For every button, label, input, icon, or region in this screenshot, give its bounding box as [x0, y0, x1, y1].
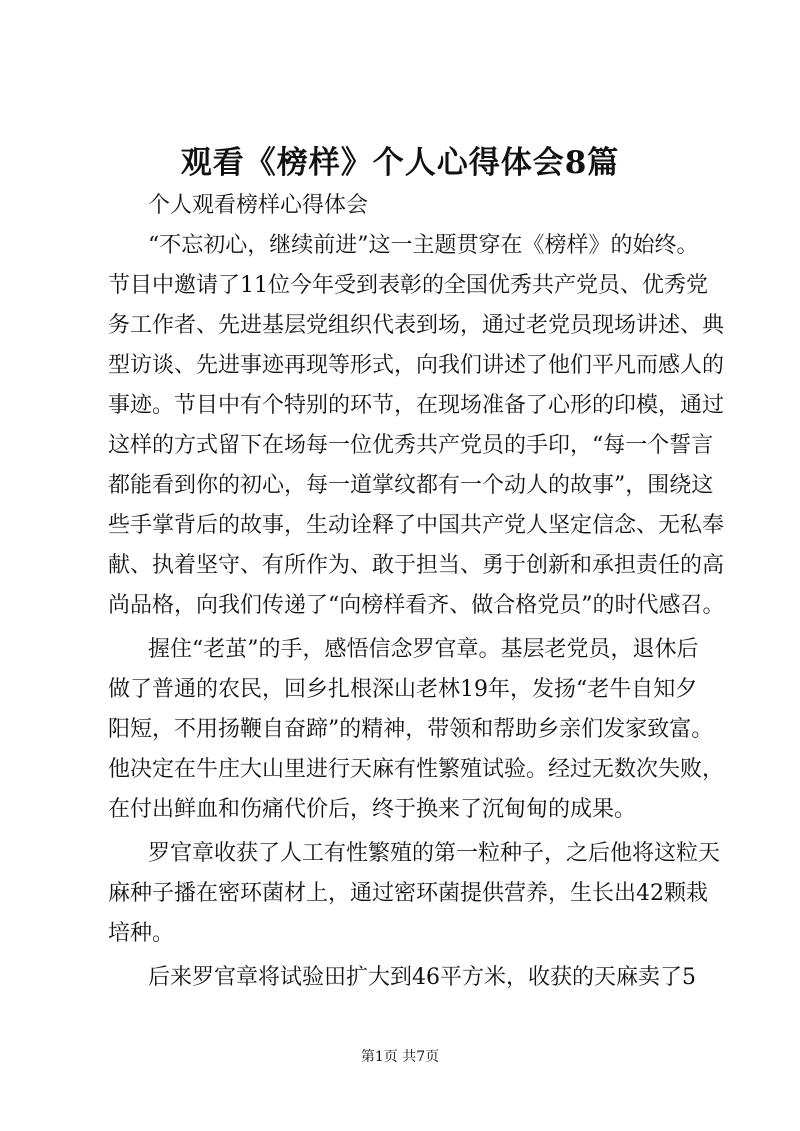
paragraph-line: 他决定在牛庄大山里进行天麻有性繁殖试验。经过无数次失败，: [108, 757, 725, 782]
paragraph-line: 务工作者、先进基层党组织代表到场，通过老党员现场讲述、典: [108, 313, 725, 338]
paragraph-line: 做了普通的农民，回乡扎根深山老林19年，发扬“老牛自知夕: [108, 677, 698, 702]
paragraph-line: 阳短，不用扬鞭自奋蹄”的精神，带领和帮助乡亲们发家致富。: [108, 717, 714, 742]
paragraph-line: 这样的方式留下在场每一位优秀共产党员的手印，“每一个誓言: [108, 433, 714, 458]
paragraph-line: 型访谈、先进事迹再现等形式，向我们讲述了他们平凡而感人的: [108, 353, 725, 378]
document-subtitle: 个人观看榜样心得体会: [148, 193, 369, 218]
paragraph-line: 节目中邀请了11位今年受到表彰的全国优秀共产党员、优秀党: [108, 273, 708, 298]
document-title: 观看《榜样》个人心得体会8篇: [180, 145, 620, 181]
paragraph-line: 事迹。节目中有个特别的环节，在现场准备了心形的印模，通过: [108, 393, 725, 418]
paragraph-line: 尚品格，向我们传递了“向榜样看齐、做合格党员”的时代感召。: [108, 593, 725, 618]
page-footer: 第1页 共7页: [360, 1049, 440, 1065]
paragraph-line: 些手掌背后的故事，生动诠释了中国共产党人坚定信念、无私奉: [108, 513, 725, 538]
paragraph-line: 后来罗官章将试验田扩大到46平方米，收获的天麻卖了5: [148, 965, 696, 990]
paragraph-line: 培种。: [108, 921, 175, 946]
paragraph-line: 在付出鲜血和伤痛代价后，终于换来了沉甸甸的成果。: [108, 797, 637, 822]
paragraph-line: “不忘初心，继续前进”这一主题贯穿在《榜样》的始终。: [148, 233, 699, 258]
paragraph-line: 都能看到你的初心，每一道掌纹都有一个动人的故事”，围绕这: [108, 473, 714, 498]
paragraph-line: 罗官章收获了人工有性繁殖的第一粒种子，之后他将这粒天: [148, 841, 721, 866]
paragraph-line: 献、执着坚守、有所作为、敢于担当、勇于创新和承担责任的高: [108, 553, 725, 578]
paragraph-line: 麻种子播在密环菌材上，通过密环菌提供营养，生长出42颗栽: [108, 881, 708, 906]
paragraph-line: 握住“老茧”的手，感悟信念罗官章。基层老党员，退休后: [148, 637, 699, 662]
